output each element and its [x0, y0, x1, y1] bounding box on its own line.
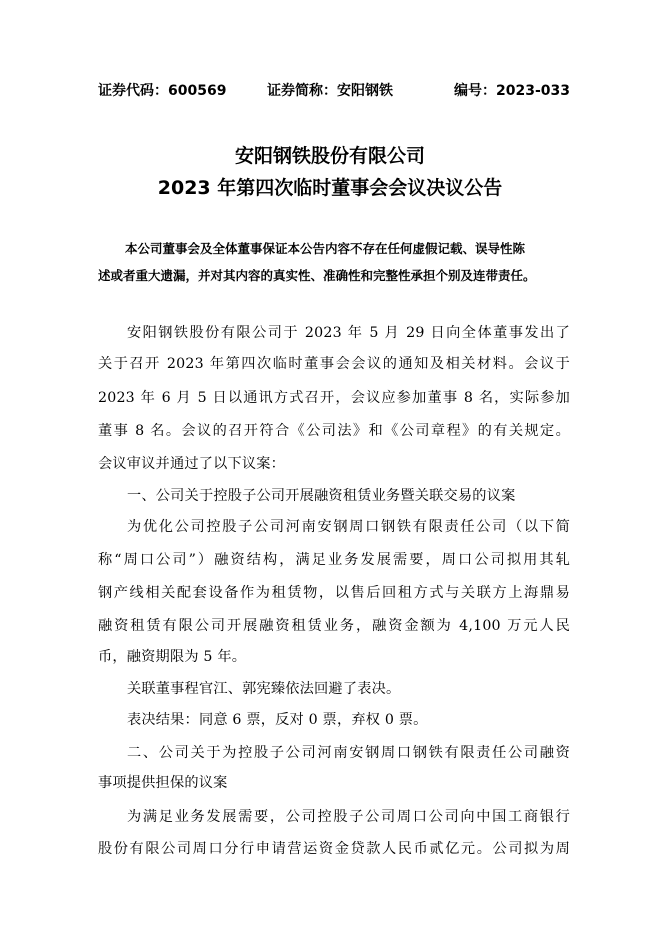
motion-1-heading: 一、公司关于控股子公司开展融资租赁业务暨关联交易的议案: [127, 488, 516, 504]
body-line: 融资租赁有限公司开展融资租赁业务，融资金额为 4,100 万元人民: [98, 618, 570, 634]
body-line: 2023 年 6 月 5 日以通讯方式召开，会议应参加董事 8 名，实际参加: [98, 390, 570, 406]
body-line: 币，融资期限为 5 年。: [98, 649, 247, 665]
body-line: 董事 8 名。会议的召开符合《公司法》和《公司章程》的有关规定。: [98, 423, 570, 439]
recusal-note: 关联董事程官江、郭宪臻依法回避了表决。: [127, 681, 401, 697]
body-line: 股份有限公司周口分行申请营运资金贷款人民币贰亿元。公司拟为周: [98, 841, 570, 857]
announcement-number: 编号：2023-033: [454, 83, 570, 99]
stock-short-name: 证券简称：安阳钢铁: [267, 83, 393, 99]
body-line: 钢产线相关配套设备作为租赁物，以售后回租方式与关联方上海鼎易: [98, 585, 570, 601]
board-notice-line-2: 述或者重大遗漏，并对其内容的真实性、准确性和完整性承担个别及连带责任。: [98, 268, 536, 283]
body-line: 为满足业务发展需要，公司控股子公司周口公司向中国工商银行: [127, 809, 570, 825]
body-line: 会议审议并通过了以下议案：: [98, 456, 286, 472]
stock-code: 证券代码：600569: [98, 83, 227, 99]
motion-2-heading-cont: 事项提供担保的议案: [98, 775, 228, 791]
body-line: 安阳钢铁股份有限公司于 2023 年 5 月 29 日向全体董事发出了: [127, 325, 570, 341]
board-notice-line-1: 本公司董事会及全体董事保证本公告内容不存在任何虚假记载、误导性陈: [125, 241, 526, 256]
vote-result: 表决结果：同意 6 票，反对 0 票，弃权 0 票。: [127, 712, 428, 728]
announcement-title: 2023 年第四次临时董事会会议决议公告: [157, 177, 503, 199]
company-title: 安阳钢铁股份有限公司: [234, 145, 425, 167]
body-line: 称“周口公司”）融资结构，满足业务发展需要，周口公司拟用其轧: [98, 552, 570, 568]
header-bar: [98, 80, 570, 102]
body-line: 关于召开 2023 年第四次临时董事会会议的通知及相关材料。会议于: [98, 356, 570, 372]
motion-2-heading: 二、公司关于为控股子公司河南安钢周口钢铁有限责任公司融资: [127, 745, 570, 761]
body-line: 为优化公司控股子公司河南安钢周口钢铁有限责任公司（以下简: [127, 519, 570, 535]
